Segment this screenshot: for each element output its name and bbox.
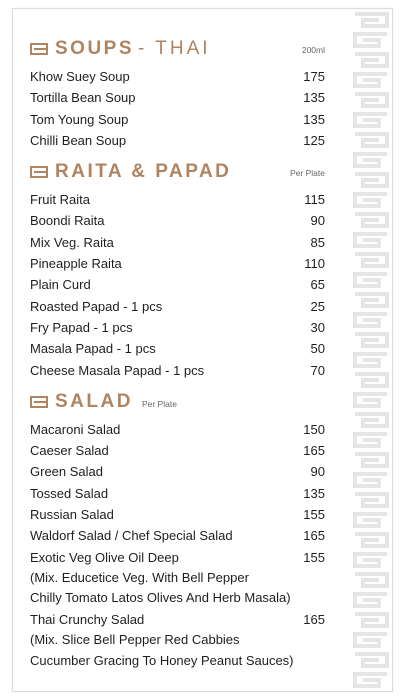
item-price: 85 [310, 234, 325, 250]
menu-item [30, 296, 325, 317]
menu-item [30, 253, 325, 274]
item-name: Pineapple Raita [30, 256, 122, 272]
menu-item [30, 66, 325, 87]
item-price: 155 [303, 507, 325, 523]
item-name: Cheese Masala Papad - 1 pcs [30, 362, 205, 378]
item-name: Caeser Salad [30, 443, 109, 459]
menu-item [30, 440, 325, 461]
item-price: 165 [303, 528, 325, 544]
item-name: Fruit Raita [30, 192, 90, 208]
menu-item [30, 461, 325, 482]
item-price: 150 [303, 421, 325, 437]
item-name: Khow Suey Soup [30, 69, 130, 84]
menu-item [30, 547, 325, 568]
item-name: Fry Papad - 1 pcs [30, 319, 133, 335]
section-note: Per Plate [141, 399, 177, 410]
item-name: Thai Crunchy Salad [30, 611, 145, 627]
item-price: 125 [303, 132, 325, 148]
menu-bars-icon [30, 41, 48, 57]
item-price: 165 [303, 443, 325, 459]
menu-item [30, 189, 325, 210]
item-price: 175 [303, 69, 325, 84]
section-title: SOUPS [55, 38, 135, 59]
item-price: 65 [310, 277, 325, 293]
greek-key-border [349, 12, 393, 688]
menu-item [30, 504, 325, 525]
section-note: 200ml [301, 45, 325, 55]
item-name: Tom Young Soup [30, 111, 129, 127]
item-price: 115 [304, 192, 325, 208]
item-name: Boondi Raita [30, 213, 105, 229]
menu-item [30, 525, 325, 546]
item-price: 70 [310, 362, 325, 378]
item-name: Exotic Veg Olive Oil Deep [30, 549, 179, 565]
item-name: Waldorf Salad / Chef Special Salad [30, 528, 233, 544]
item-price: 110 [304, 256, 325, 272]
item-price: 135 [303, 90, 325, 106]
menu-item [30, 130, 325, 151]
raita-papad-header [30, 157, 325, 187]
soups-header [30, 34, 325, 64]
menu-item [30, 274, 325, 295]
item-description: Chilly Tomato Latos Olives And Herb Masala) [30, 590, 291, 606]
menu-bars-icon [30, 164, 48, 180]
item-name: Tossed Salad [30, 485, 109, 501]
item-name: Roasted Papad - 1 pcs [30, 298, 163, 314]
menu-item [30, 87, 325, 108]
item-description: (Mix. Slice Bell Pepper Red Cabbies [30, 632, 240, 648]
item-price: 25 [310, 298, 325, 314]
menu-item [30, 317, 325, 338]
item-price: 90 [310, 464, 325, 480]
item-price: 30 [310, 319, 325, 335]
menu-item [30, 210, 325, 231]
item-price: 50 [310, 341, 325, 357]
item-price: 155 [303, 549, 325, 565]
item-price: 135 [303, 111, 325, 127]
menu-bars-icon [30, 394, 48, 410]
menu-item [30, 338, 325, 359]
item-name: Plain Curd [30, 277, 91, 293]
menu-item [30, 609, 325, 630]
item-price: 135 [303, 485, 325, 501]
section-subtitle: - THAI [138, 38, 211, 59]
menu-item [30, 360, 325, 381]
menu-item [30, 483, 325, 504]
item-name: Macaroni Salad [30, 421, 121, 437]
menu-content [30, 34, 325, 671]
item-name: Chilli Bean Soup [30, 132, 127, 148]
menu-item [30, 109, 325, 130]
section-title: RAITA & PAPAD [55, 161, 232, 183]
item-name: Green Salad [30, 464, 103, 480]
item-description: (Mix. Educetice Veg. With Bell Pepper [30, 569, 249, 585]
salad-header [30, 387, 325, 417]
menu-item [30, 419, 325, 440]
item-description: Cucumber Gracing To Honey Peanut Sauces) [30, 652, 294, 668]
item-name: Masala Papad - 1 pcs [30, 341, 156, 357]
item-name: Russian Salad [30, 507, 114, 523]
item-price: 165 [303, 611, 325, 627]
menu-item [30, 232, 325, 253]
section-title: SALAD [55, 390, 133, 412]
item-name: Tortilla Bean Soup [30, 90, 136, 106]
section-note: Per Plate [290, 168, 325, 179]
item-name: Mix Veg. Raita [30, 234, 114, 250]
item-price: 90 [310, 213, 325, 229]
